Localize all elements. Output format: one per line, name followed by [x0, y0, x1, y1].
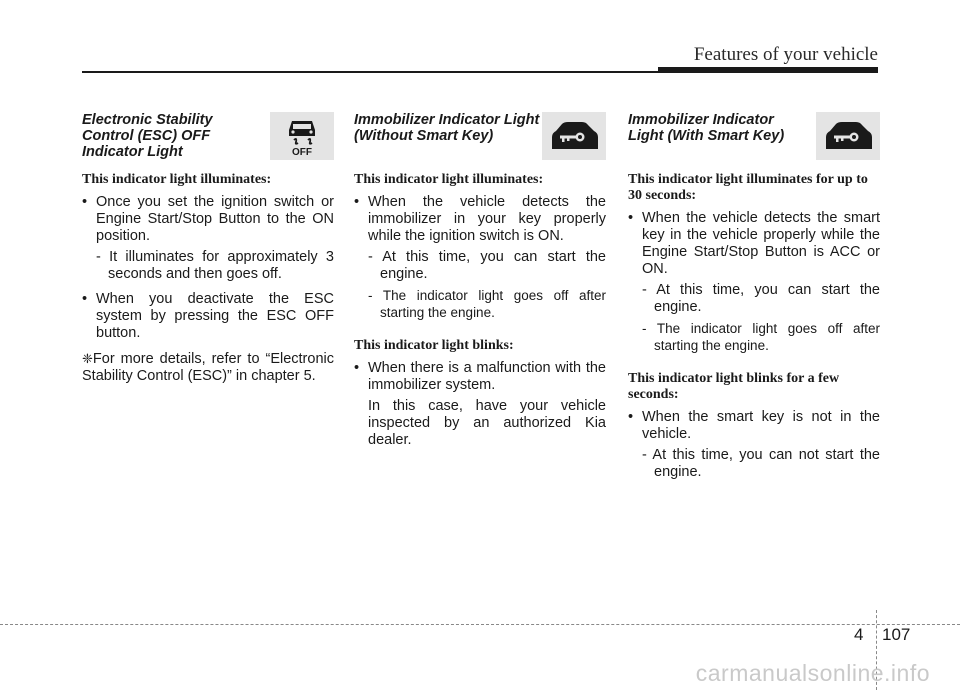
watermark: carmanualsonline.info — [695, 660, 930, 686]
immobilizer-smart-key-blinks-heading: This indicator light blinks for a few seconds: — [628, 371, 840, 402]
esc-off-icon-label: OFF — [292, 147, 312, 156]
esc-section-title: Electronic Stability Control (ESC) OFF Indicator Light — [82, 112, 213, 160]
esc-note: ❈For more details, refer to “Electronic Stability Control (ESC)” in chapter 5. — [82, 351, 334, 384]
immobilizer-no-smart-key-bullet-2: • When there is a malfunction with the immobilizer system. — [354, 360, 606, 393]
immobilizer-smart-key-car-icon — [816, 112, 880, 160]
header-rule — [82, 71, 658, 73]
immobilizer-no-smart-key-sub-2: - The indicator light goes off after starting the engine. — [368, 288, 606, 320]
immobilizer-smart-key-title: Immobilizer Indicator Light (With Smart Key) — [628, 112, 785, 144]
chapter-number: 4 — [854, 625, 864, 644]
immobilizer-smart-key-bullet-2: • When the smart key is not in the vehicle. — [628, 409, 880, 442]
immobilizer-smart-key-illuminates-heading: This indicator light illuminates for up to 30 seconds: — [628, 172, 868, 203]
page-header-title: Features of your vehicle — [693, 44, 878, 65]
immobilizer-smart-key-section — [628, 112, 880, 484]
esc-bullet-2: • When you deactivate the ESC system by pressing the ESC OFF button. — [82, 291, 334, 341]
esc-bullet-1: • Once you set the ignition switch or Engine Start/Stop Button to the ON position. — [82, 194, 334, 244]
immobilizer-no-smart-key-bullet-1: • When the vehicle detects the immobilizer in your key properly while the ignition switch is ON. — [354, 194, 606, 244]
immobilizer-no-smart-key-illuminates-heading: This indicator light illuminates: — [354, 172, 544, 187]
immobilizer-key-car-icon — [542, 112, 606, 160]
immobilizer-smart-key-sub-1: - At this time, you can start the engine. — [642, 282, 880, 315]
footer-rule — [0, 624, 960, 625]
esc-illuminates-heading: This indicator light illuminates: — [82, 172, 272, 187]
immobilizer-smart-key-sub-2: - The indicator light goes off after starting the engine. — [642, 321, 880, 353]
immobilizer-smart-key-bullet-1: • When the vehicle detects the smart key in the vehicle properly while the Engine Start/Stop Button is ACC or ON. — [628, 210, 880, 277]
page-number: 107 — [882, 625, 911, 644]
esc-bullet-1-sub: - It illuminates for approximately 3 seconds and then goes off. — [96, 249, 334, 282]
immobilizer-no-smart-key-paragraph: In this case, have your vehicle inspected by an authorized Kia dealer. — [368, 398, 606, 448]
header-rule-accent — [658, 67, 878, 73]
immobilizer-smart-key-sub-3: - At this time, you can not start the engine. — [642, 447, 880, 480]
immobilizer-no-smart-key-title: Immobilizer Indicator Light (Without Smart Key) — [354, 112, 540, 144]
esc-section — [82, 112, 334, 385]
immobilizer-no-smart-key-blinks-heading: This indicator light blinks: — [354, 338, 514, 353]
esc-off-indicator-icon — [270, 112, 334, 160]
immobilizer-no-smart-key-section — [354, 112, 606, 452]
immobilizer-no-smart-key-sub-1: - At this time, you can start the engine. — [368, 249, 606, 282]
